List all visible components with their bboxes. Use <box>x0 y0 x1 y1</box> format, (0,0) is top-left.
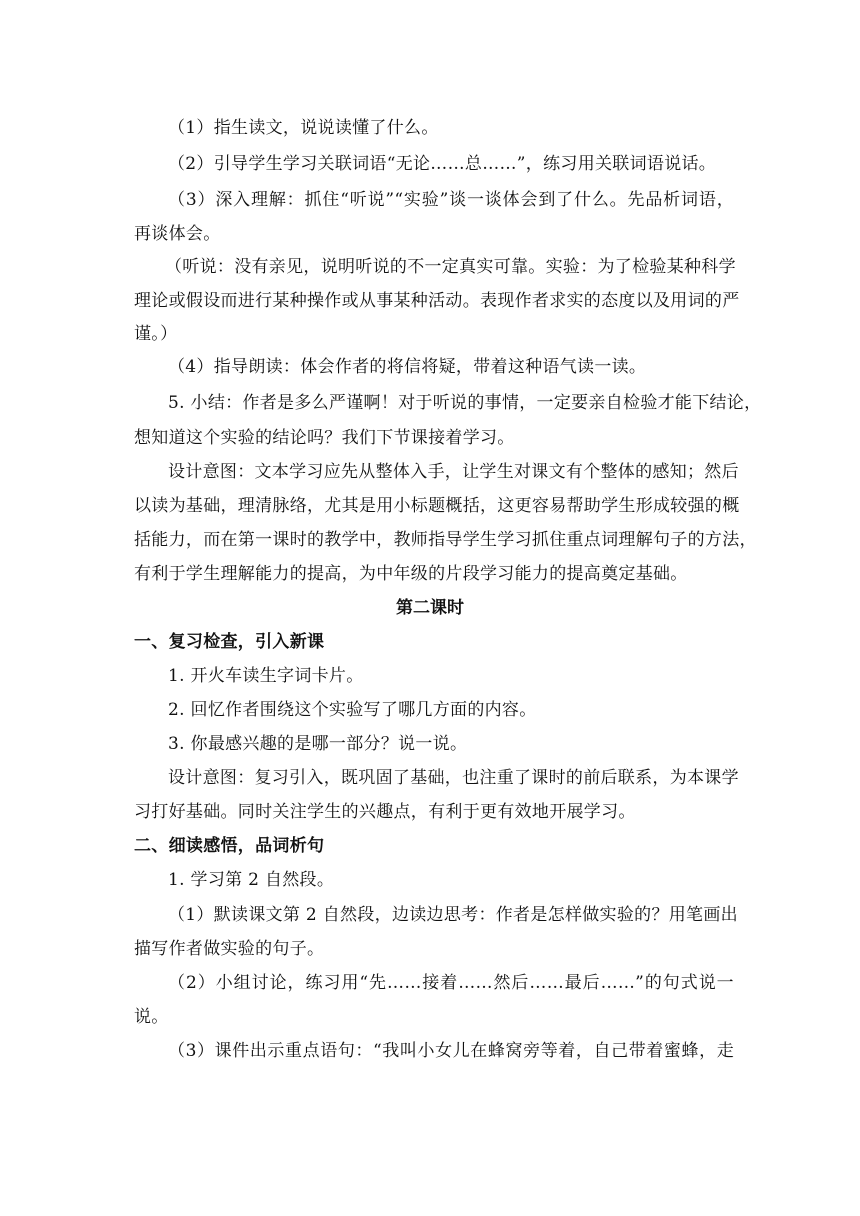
paragraph-line: 谨。） <box>134 324 178 344</box>
paragraph-line: 设计意图：复习引入，既巩固了基础，也注重了课时的前后联系，为本课学 <box>168 768 739 788</box>
paragraph-line: （3）深入理解：抓住“听说”“实验”谈一谈体会到了什么。先品析词语， <box>168 190 734 210</box>
paragraph-line: 描写作者做实验的句子。 <box>134 939 325 959</box>
section-heading: 一、复习检查，引入新课 <box>134 632 325 652</box>
paragraph-line: 括能力，而在第一课时的教学中，教师指导学生学习抓住重点词理解句子的方法， <box>134 530 757 550</box>
paragraph-line: （2）小组讨论，练习用“先……接着……然后……最后……”的句式说一 <box>168 973 734 993</box>
paragraph-line: 说。 <box>134 1007 169 1027</box>
paragraph-line: 有利于学生理解能力的提高，为中年级的片段学习能力的提高奠定基础。 <box>134 564 688 584</box>
paragraph-line: （3）课件出示重点语句：“我叫小女儿在蜂窝旁等着，自己带着蜜蜂，走 <box>168 1041 734 1061</box>
paragraph-line: （听说：没有亲见，说明听说的不一定真实可靠。实验：为了检验某种科学 <box>165 257 736 277</box>
paragraph-line: 习打好基础。同时关注学生的兴趣点，有利于更有效地开展学习。 <box>134 802 636 822</box>
paragraph-line: 再谈体会。 <box>134 224 221 244</box>
paragraph-line: 理论或假设而进行某种操作或从事某种活动。表现作者求实的态度以及用词的严 <box>134 291 740 311</box>
paragraph-line: （1）指生读文，说说读懂了什么。 <box>168 118 439 138</box>
section-title: 第二课时 <box>396 598 464 618</box>
paragraph-line: 5. 小结：作者是多么严谨啊！对于听说的事情，一定要亲自检验才能下结论， <box>168 393 762 413</box>
paragraph-line: 1. 学习第 2 自然段。 <box>168 870 335 890</box>
section-heading: 二、细读感悟，品词析句 <box>134 836 325 856</box>
paragraph-line: （4）指导朗读：体会作者的将信将疑，带着这种语气读一读。 <box>168 357 647 377</box>
paragraph-line: （1）默读课文第 2 自然段，边读边思考：作者是怎样做实验的？用笔画出 <box>168 905 738 925</box>
paragraph-line: （2）引导学生学习关联词语“无论……总……”，练习用关联词语说话。 <box>168 154 717 174</box>
paragraph-line: 以读为基础，理清脉络，尤其是用小标题概括，这更容易帮助学生形成较强的概 <box>134 496 740 516</box>
paragraph-line: 设计意图：文本学习应先从整体入手，让学生对课文有个整体的感知；然后 <box>168 462 739 482</box>
paragraph-line: 想知道这个实验的结论吗？我们下节课接着学习。 <box>134 428 515 448</box>
paragraph-line: 3. 你最感兴趣的是哪一部分？说一说。 <box>168 734 468 754</box>
paragraph-line: 1. 开火车读生字词卡片。 <box>168 666 364 686</box>
paragraph-line: 2. 回忆作者围绕这个实验写了哪几方面的内容。 <box>168 700 537 720</box>
